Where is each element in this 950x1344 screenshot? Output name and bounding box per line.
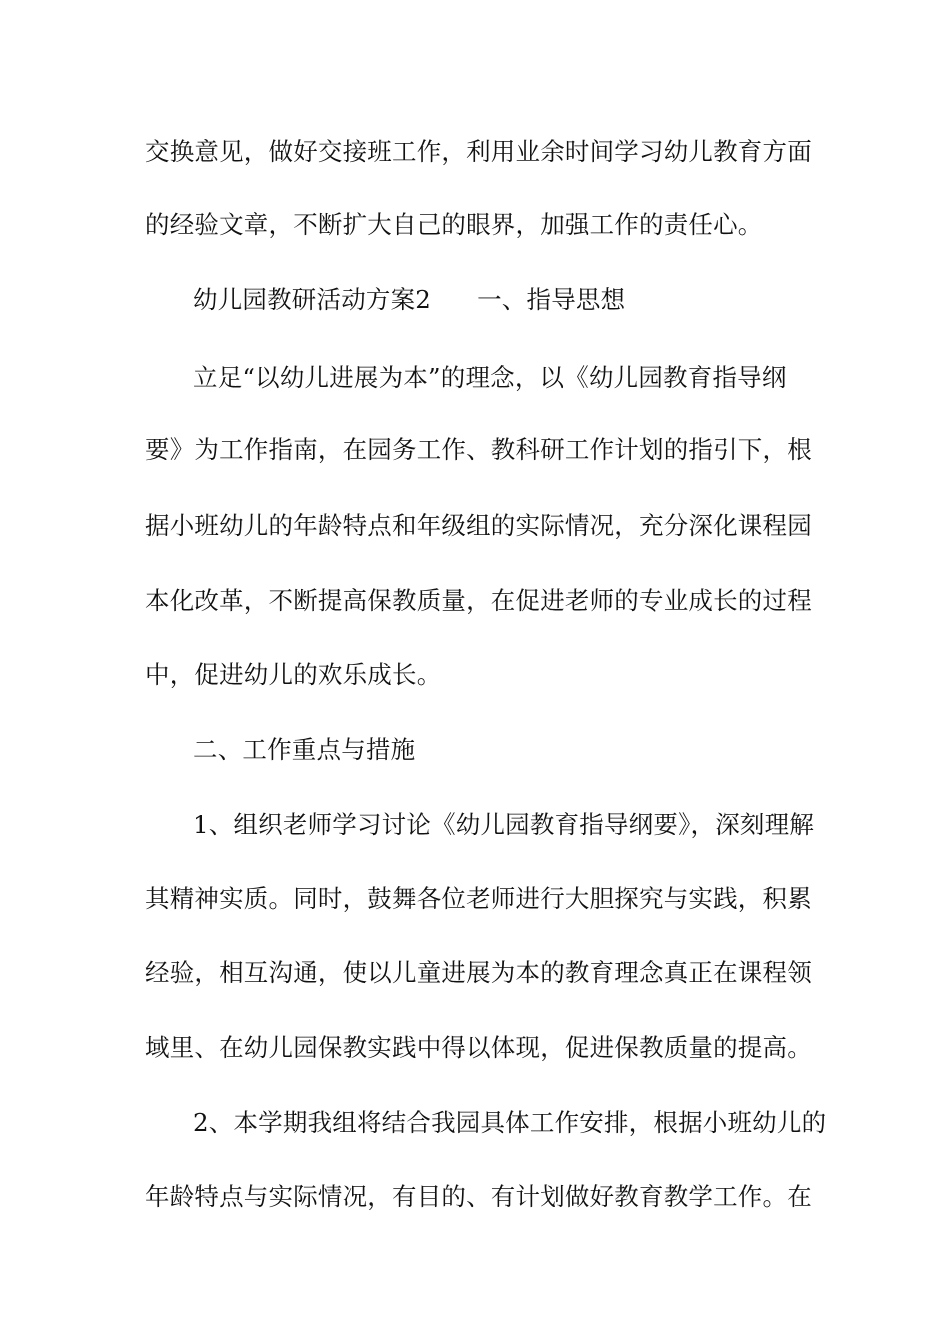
paragraph-line: 域里、在幼儿园保教实践中得以体现，促进保教质量的提高。 [145, 1033, 812, 1062]
paragraph-line: 年龄特点与实际情况，有目的、有计划做好教育教学工作。在 [145, 1182, 812, 1211]
paragraph-line: 本化改革，不断提高保教质量，在促进老师的专业成长的过程 [145, 586, 812, 615]
section-heading: 二、工作重点与措施 [193, 735, 416, 764]
paragraph-line: 据小班幼儿的年龄特点和年级组的实际情况，充分深化课程园 [145, 511, 812, 540]
paragraph-line: 1、组织老师学习讨论《幼儿园教育指导纲要》，深刻理解 [193, 810, 815, 839]
paragraph-line: 立足“以幼儿进展为本”的理念，以《幼儿园教育指导纲 [193, 363, 787, 392]
paragraph-line: 交换意见，做好交接班工作，利用业余时间学习幼儿教育方面 [145, 137, 812, 166]
paragraph-line: 的经验文章，不断扩大自己的眼界，加强工作的责任心。 [145, 210, 763, 239]
paragraph-line: 中，促进幼儿的欢乐成长。 [145, 660, 442, 689]
plan-title: 幼儿园教研活动方案2 [193, 285, 432, 314]
paragraph-line: 2、本学期我组将结合我园具体工作安排，根据小班幼儿的 [193, 1108, 827, 1137]
paragraph-line: 其精神实质。同时，鼓舞各位老师进行大胆探究与实践，积累 [145, 884, 812, 913]
paragraph-line: 要》为工作指南，在园务工作、教科研工作计划的指引下，根 [145, 435, 812, 464]
paragraph-line: 经验，相互沟通，使以儿童进展为本的教育理念真正在课程领 [145, 958, 812, 987]
section-heading: 一、指导思想 [477, 285, 626, 314]
section-heading-line [193, 285, 863, 315]
